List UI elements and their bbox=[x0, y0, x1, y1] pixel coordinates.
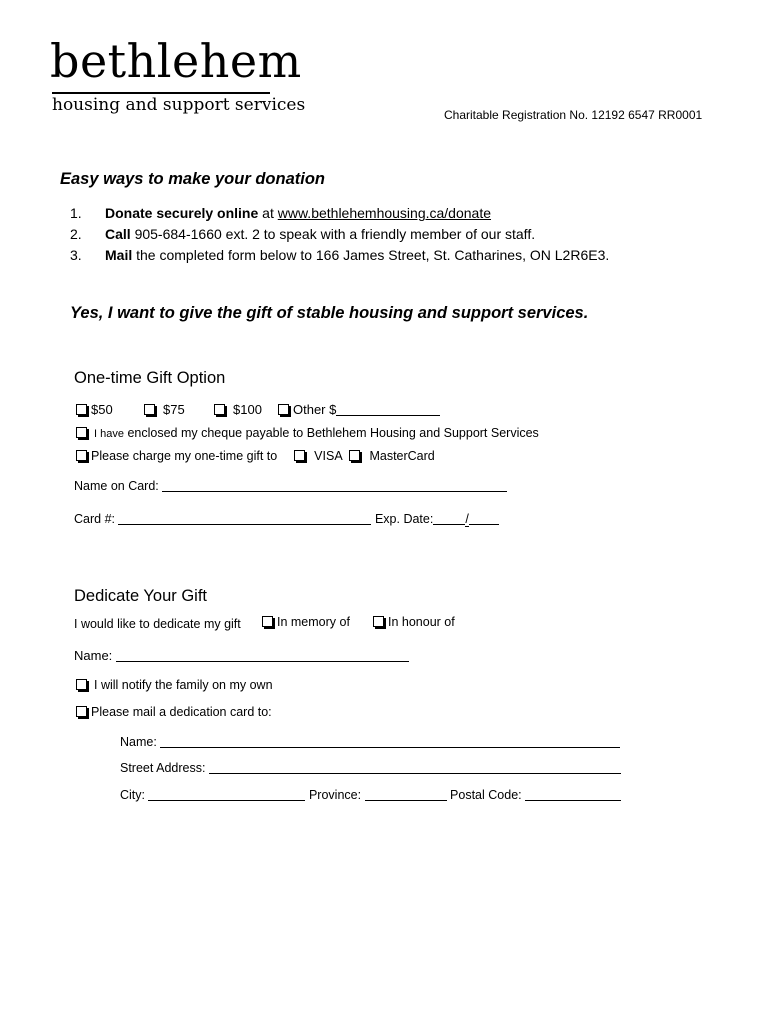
dedicate-heading: Dedicate Your Gift bbox=[74, 587, 207, 605]
charge-option[interactable]: Please charge my one-time gift to VISA MasterCard bbox=[76, 449, 435, 463]
donate-link[interactable]: www.bethlehemhousing.ca/donate bbox=[277, 205, 492, 221]
exp-year-field[interactable] bbox=[469, 512, 499, 525]
notify-option[interactable]: I will notify the family on my own bbox=[76, 678, 273, 692]
other-amount-field[interactable] bbox=[336, 403, 440, 416]
amount-100-option[interactable]: $100 bbox=[214, 402, 262, 417]
mail-name-field[interactable] bbox=[160, 735, 620, 748]
street-address-field[interactable] bbox=[209, 761, 621, 774]
card-number-field[interactable] bbox=[118, 512, 371, 525]
visa-checkbox-icon[interactable] bbox=[294, 450, 305, 461]
checkbox-icon[interactable] bbox=[76, 450, 87, 461]
in-memory-option[interactable]: In memory of bbox=[262, 615, 350, 629]
postal-code-field[interactable] bbox=[525, 788, 621, 801]
amount-other-option[interactable]: Other $ bbox=[278, 402, 440, 417]
city-row: City: Province: Postal Code: bbox=[120, 788, 621, 802]
checkbox-icon[interactable] bbox=[262, 616, 273, 627]
checkbox-icon[interactable] bbox=[214, 404, 225, 415]
charitable-registration: Charitable Registration No. 12192 6547 RR0001 bbox=[444, 108, 703, 122]
name-on-card-field[interactable] bbox=[162, 479, 507, 492]
ways-heading: Easy ways to make your donation bbox=[60, 170, 325, 188]
mastercard-checkbox-icon[interactable] bbox=[349, 450, 360, 461]
checkbox-icon[interactable] bbox=[76, 679, 87, 690]
logo-tagline: housing and support services bbox=[52, 95, 306, 115]
logo: bethlehem bbox=[50, 34, 302, 88]
checkbox-icon[interactable] bbox=[144, 404, 155, 415]
ways-list bbox=[70, 203, 609, 266]
exp-month-field[interactable] bbox=[433, 512, 465, 525]
amount-75-option[interactable]: $75 bbox=[144, 402, 185, 417]
mail-name-row: Name: bbox=[120, 735, 620, 749]
logo-divider bbox=[52, 92, 270, 94]
list-item: 2. Call 905-684-1660 ext. 2 to speak with a friendly member of our staff. bbox=[70, 226, 536, 242]
street-row: Street Address: bbox=[120, 761, 621, 775]
dedication-name-field[interactable] bbox=[116, 649, 409, 662]
onetime-heading: One-time Gift Option bbox=[74, 369, 226, 387]
checkbox-icon[interactable] bbox=[278, 404, 289, 415]
amount-50-option[interactable]: $50 bbox=[76, 402, 113, 417]
list-item: 1. Donate securely online at www.bethlehemhousing.ca/donate bbox=[70, 205, 492, 221]
cheque-option[interactable]: I have enclosed my cheque payable to Bethlehem Housing and Support Services bbox=[76, 426, 539, 440]
province-field[interactable] bbox=[365, 788, 447, 801]
dedication-name-row: Name: bbox=[74, 648, 409, 663]
in-honour-option[interactable]: In honour of bbox=[373, 615, 455, 629]
dedicate-intro: I would like to dedicate my gift bbox=[74, 617, 241, 631]
checkbox-icon[interactable] bbox=[373, 616, 384, 627]
mail-card-option[interactable]: Please mail a dedication card to: bbox=[76, 705, 272, 719]
list-item: 3. Mail the completed form below to 166 James Street, St. Catharines, ON L2R6E3. bbox=[70, 247, 610, 263]
gift-tagline: Yes, I want to give the gift of stable housing and support services. bbox=[70, 304, 589, 322]
checkbox-icon[interactable] bbox=[76, 404, 87, 415]
name-on-card-row: Name on Card: bbox=[74, 479, 507, 493]
card-number-row: Card #: Exp. Date: / bbox=[74, 512, 499, 526]
checkbox-icon[interactable] bbox=[76, 706, 87, 717]
city-field[interactable] bbox=[148, 788, 305, 801]
checkbox-icon[interactable] bbox=[76, 427, 87, 438]
